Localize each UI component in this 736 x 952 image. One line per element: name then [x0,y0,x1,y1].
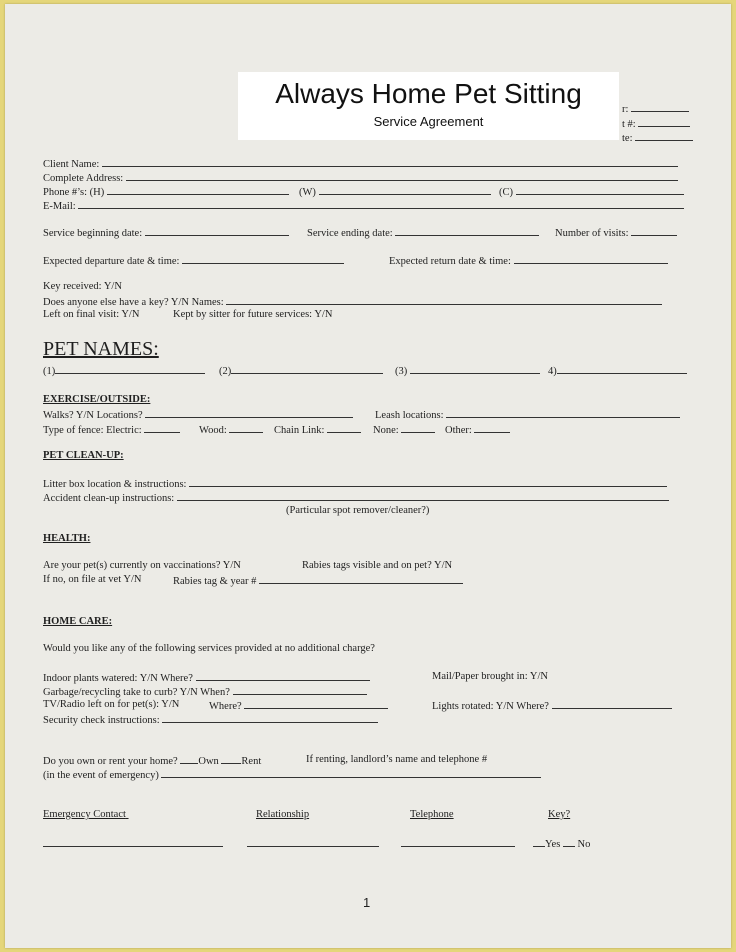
kept-by-sitter[interactable]: Kept by sitter for future services: Y/N [173,309,333,320]
rabies-tag-year-field[interactable]: Rabies tag & year # [173,574,463,588]
client-address-field[interactable]: Complete Address: [43,171,678,185]
mail-paper-question[interactable]: Mail/Paper brought in: Y/N [432,671,548,682]
relationship-field[interactable] [247,837,379,851]
pet-name-2-field[interactable]: (2) [219,364,383,378]
plants-watered-field[interactable]: Indoor plants watered: Y/N Where? [43,671,370,685]
client-name-field[interactable]: Client Name: [43,157,678,171]
telephone-header: Telephone [410,809,454,820]
tv-radio-where-field[interactable]: Where? [209,699,388,713]
cleanup-heading: PET CLEAN-UP: [43,450,124,461]
on-file-at-vet[interactable]: If no, on file at vet Y/N [43,574,142,585]
return-field[interactable]: Expected return date & time: [389,254,668,268]
document-page [5,4,731,948]
service-begin-field[interactable]: Service beginning date: [43,226,289,240]
security-check-field[interactable]: Security check instructions: [43,713,378,727]
fence-none-field[interactable]: None: [373,423,435,437]
telephone-field[interactable] [401,837,515,851]
litter-box-field[interactable]: Litter box location & instructions: [43,477,667,491]
left-final-visit[interactable]: Left on final visit: Y/N [43,309,140,320]
fence-other-field[interactable]: Other: [445,423,510,437]
emergency-contact-field[interactable] [43,837,223,851]
health-heading: HEALTH: [43,533,91,544]
pet-name-1-field[interactable]: (1) [43,364,205,378]
email-field[interactable]: E-Mail: [43,199,684,213]
title-box [238,72,619,140]
phone-cell-field[interactable]: (C) [499,185,684,199]
emergency-contact-header: Emergency Contact [43,809,126,820]
departure-field[interactable]: Expected departure date & time: [43,254,344,268]
header-right-2: t #: [622,117,690,131]
walks-locations-field[interactable]: Walks? Y/N Locations? [43,408,353,422]
other-key-field[interactable]: Does anyone else have a key? Y/N Names: [43,295,662,309]
key-header: Key? [548,809,571,820]
vaccinations-question[interactable]: Are your pet(s) currently on vaccinations? Y/N [43,560,241,571]
page-subtitle: Service Agreement [373,114,484,129]
phone-home-field[interactable]: Phone #’s: (H) [43,185,289,199]
landlord-field[interactable]: (in the event of emergency) [43,768,541,782]
accident-cleanup-field[interactable]: Accident clean-up instructions: [43,491,669,505]
header-right-3: te: [622,131,693,145]
header-right-1: r: [622,102,689,116]
page-title: Always Home Pet Sitting [275,78,582,109]
service-end-field[interactable]: Service ending date: [307,226,539,240]
page-number: 1 [363,895,371,910]
phone-work-field[interactable]: (W) [299,185,491,199]
key-received[interactable]: Key received: Y/N [43,281,122,292]
own-rent-question[interactable]: Do you own or rent your home? Own Rent [43,756,262,767]
exercise-heading: EXERCISE/OUTSIDE: [43,394,151,405]
visits-field[interactable]: Number of visits: [555,226,677,240]
fence-chain-link-field[interactable]: Chain Link: [274,423,361,437]
lights-rotated-field[interactable]: Lights rotated: Y/N Where? [432,699,672,713]
landlord-label: If renting, landlord’s name and telephone # [306,754,488,765]
cleanup-note: (Particular spot remover/cleaner?) [286,505,430,516]
pet-names-heading: PET NAMES: [43,338,159,360]
garbage-field[interactable]: Garbage/recycling take to curb? Y/N When? [43,685,367,699]
rabies-tags-question[interactable]: Rabies tags visible and on pet? Y/N [302,560,453,571]
key-yes-no-field[interactable]: Yes No [533,837,590,851]
pet-name-4-field[interactable]: 4) [548,364,687,378]
home-care-heading: HOME CARE: [43,616,113,627]
home-care-question: Would you like any of the following services provided at no additional charge? [43,643,375,654]
leash-locations-field[interactable]: Leash locations: [375,408,680,422]
tv-radio-question[interactable]: TV/Radio left on for pet(s): Y/N [43,699,180,710]
fence-wood-field[interactable]: Wood: [199,423,263,437]
fence-electric-field[interactable]: Type of fence: Electric: [43,423,180,437]
pet-name-3-field[interactable]: (3) [395,364,540,378]
relationship-header: Relationship [256,809,310,820]
